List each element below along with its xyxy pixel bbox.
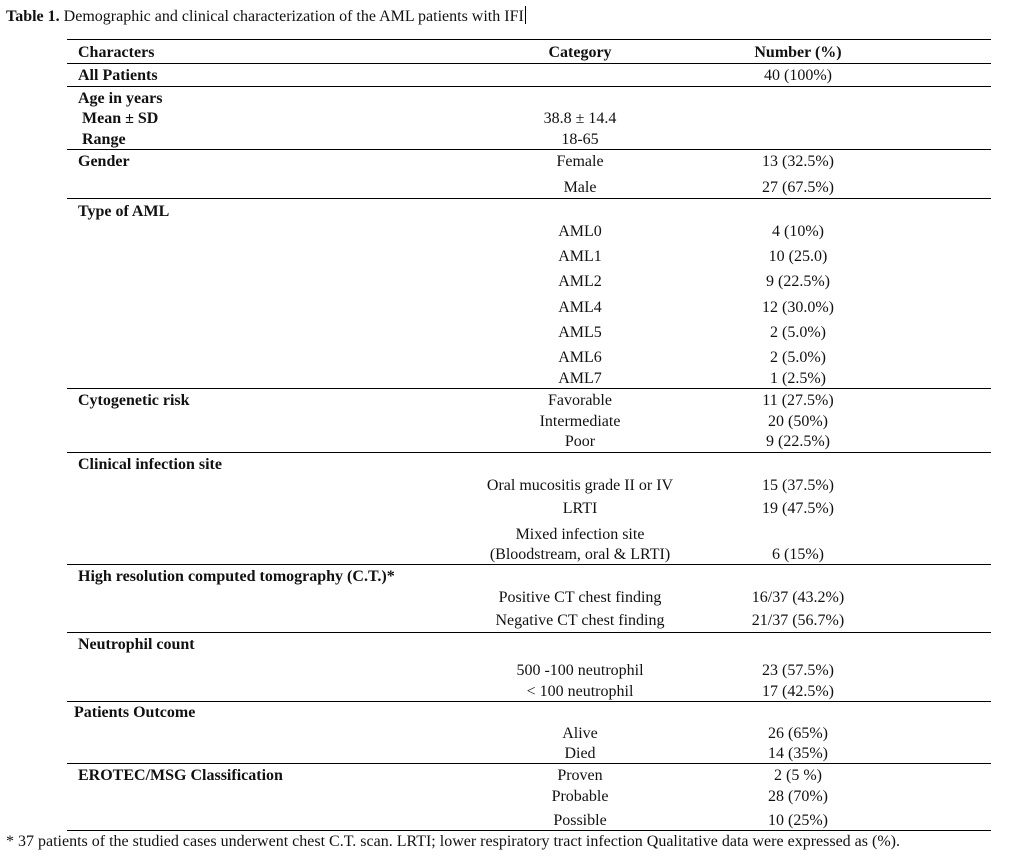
rule-top <box>67 39 991 40</box>
rule-aml <box>67 388 991 389</box>
rule-gender <box>67 198 991 199</box>
neutrophil-category: 500 -100 neutrophil <box>516 662 644 679</box>
ct-number: 16/37 (43.2%) <box>751 589 845 606</box>
rule-all-patients <box>67 86 991 87</box>
header-number: Number (%) <box>754 44 842 61</box>
rule-bottom <box>67 830 991 831</box>
cytogenetic-number: 20 (50%) <box>768 413 828 430</box>
cytogenetic-category: Intermediate <box>539 413 621 430</box>
gender-number: 27 (67.5%) <box>762 179 834 196</box>
infection-site-label: Clinical infection site <box>78 456 222 473</box>
aml-type-number: 9 (22.5%) <box>766 273 830 290</box>
rule-neutrophil <box>67 701 991 702</box>
aml-type-category: AML6 <box>558 349 602 366</box>
infection-site-category-detail: (Bloodstream, oral & LRTI) <box>489 546 671 563</box>
neutrophil-number: 23 (57.5%) <box>762 662 834 679</box>
rule-outcome <box>67 763 991 764</box>
table-footnote: * 37 patients of the studied cases underwent chest C.T. scan. LRTI; lower respiratory tract infection Qualitative data were expressed as (%). <box>6 833 900 850</box>
neutrophil-number: 17 (42.5%) <box>762 683 834 700</box>
outcome-number: 14 (35%) <box>768 745 828 762</box>
gender-category: Female <box>556 153 604 170</box>
aml-type-category: AML5 <box>558 324 602 341</box>
rule-header <box>67 63 991 64</box>
outcome-label: Patients Outcome <box>74 704 196 721</box>
cytogenetic-number: 9 (22.5%) <box>766 433 830 450</box>
gender-number: 13 (32.5%) <box>762 153 834 170</box>
cytogenetic-category: Favorable <box>548 392 612 409</box>
header-category: Category <box>548 44 612 61</box>
erotec-category: Possible <box>553 812 607 829</box>
ct-category: Negative CT chest finding <box>495 612 665 629</box>
rule-infection <box>67 564 991 565</box>
rule-age <box>67 149 991 150</box>
cytogenetic-number: 11 (27.5%) <box>762 392 834 409</box>
age-label: Age in years <box>78 90 163 107</box>
aml-type-category: AML7 <box>558 370 602 387</box>
neutrophil-label: Neutrophil count <box>78 636 195 653</box>
all-patients-number: 40 (100%) <box>764 67 832 84</box>
erotec-category: Proven <box>557 767 603 784</box>
outcome-category: Died <box>564 745 596 762</box>
ct-category: Positive CT chest finding <box>498 589 662 606</box>
aml-type-category: AML0 <box>558 223 602 240</box>
infection-site-number: 19 (47.5%) <box>762 500 834 517</box>
neutrophil-category: < 100 neutrophil <box>526 683 634 700</box>
aml-type-number: 2 (5.0%) <box>770 349 826 366</box>
outcome-number: 26 (65%) <box>768 725 828 742</box>
aml-type-label: Type of AML <box>78 203 170 220</box>
table-caption <box>6 6 526 26</box>
erotec-number: 28 (70%) <box>768 788 828 805</box>
erotec-number: 2 (5 %) <box>774 767 822 784</box>
erotec-number: 10 (25%) <box>768 812 828 829</box>
age-mean-value: 38.8 ± 14.4 <box>543 110 617 127</box>
caption-text: Demographic and clinical characterization of the AML patients with IFI <box>59 8 524 25</box>
infection-site-category: Mixed infection site <box>515 526 645 543</box>
aml-type-number: 2 (5.0%) <box>770 324 826 341</box>
age-range-value: 18-65 <box>561 131 599 148</box>
text-cursor <box>525 6 526 24</box>
infection-site-category: Oral mucositis grade II or IV <box>486 477 674 494</box>
all-patients-label: All Patients <box>78 67 158 84</box>
ct-number: 21/37 (56.7%) <box>751 612 845 629</box>
aml-type-number: 12 (30.0%) <box>762 299 834 316</box>
aml-type-number: 10 (25.0) <box>768 248 828 265</box>
aml-type-category: AML1 <box>558 248 602 265</box>
rule-cytogenetic <box>67 452 991 453</box>
header-characters: Characters <box>78 44 155 61</box>
age-mean-label: Mean ± SD <box>82 110 159 127</box>
infection-site-number: 15 (37.5%) <box>762 477 834 494</box>
cytogenetic-category: Poor <box>564 433 596 450</box>
aml-type-number: 4 (10%) <box>772 223 824 240</box>
outcome-category: Alive <box>562 725 598 742</box>
aml-type-category: AML4 <box>558 299 602 316</box>
erotec-category: Probable <box>551 788 609 805</box>
aml-type-number: 1 (2.5%) <box>770 370 826 387</box>
caption-label: Table 1. <box>6 8 60 25</box>
rule-ct <box>67 632 991 633</box>
age-range-label: Range <box>82 131 126 148</box>
ct-label: High resolution computed tomography (C.T.)* <box>78 568 395 585</box>
cytogenetic-label: Cytogenetic risk <box>78 392 190 409</box>
infection-site-category: LRTI <box>562 500 598 517</box>
aml-type-category: AML2 <box>558 273 602 290</box>
infection-site-number: 6 (15%) <box>772 546 824 563</box>
gender-label: Gender <box>78 153 130 170</box>
gender-category: Male <box>563 179 597 196</box>
erotec-label: EROTEC/MSG Classification <box>78 767 283 784</box>
